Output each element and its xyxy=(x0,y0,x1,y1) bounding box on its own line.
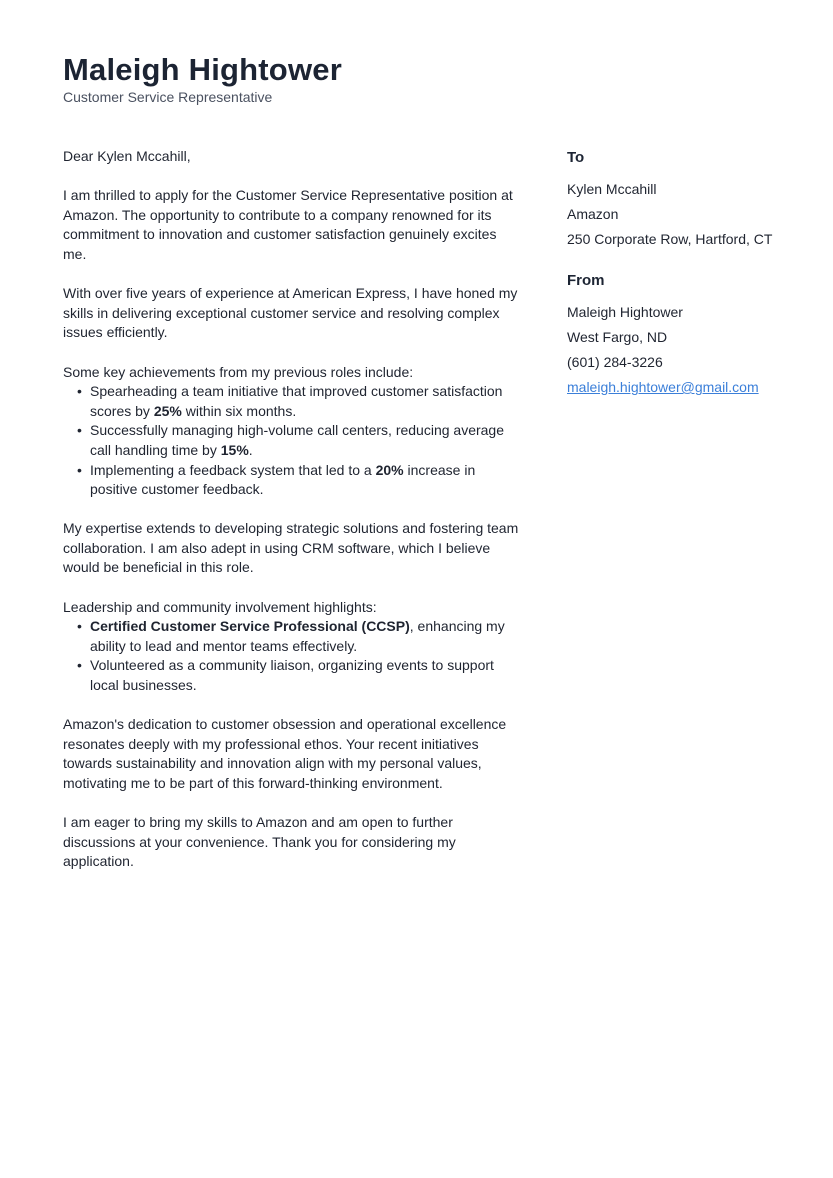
letter-header xyxy=(63,52,342,106)
leadership-intro: Leadership and community involvement highlights: xyxy=(63,598,377,615)
list-item: • Implementing a feedback system that led to a 20% increase in positive customer feedback. xyxy=(90,461,523,500)
recipient-name: Kylen Mccahill xyxy=(567,181,657,197)
sender-name: Maleigh Hightower xyxy=(567,304,683,320)
paragraph-company-fit: Amazon's dedication to customer obsession and operational excellence resonates deeply with my professional ethos. Your recent initiatives towards sustainability and innovation align with my personal values, motivating me to be part of this forward-thinking environment. xyxy=(63,716,507,791)
salutation: Dear Kylen Mccahill, xyxy=(63,148,191,164)
list-item: • Volunteered as a community liaison, organizing events to support local businesses. xyxy=(90,656,523,695)
recipient-company: Amazon xyxy=(567,206,619,222)
sender-block xyxy=(567,271,807,400)
sender-location: West Fargo, ND xyxy=(567,329,668,345)
recipient-address: 250 Corporate Row, Hartford, CT xyxy=(567,231,773,247)
paragraph-expertise: My expertise extends to developing strategic solutions and fostering team collaboration. I am also adept in using CRM software, which I believe would be beneficial in this role. xyxy=(63,520,519,576)
from-heading: From xyxy=(567,272,605,289)
applicant-role: Customer Service Representative xyxy=(63,89,273,105)
applicant-name: Maleigh Hightower xyxy=(63,52,342,87)
paragraph-intro: I am thrilled to apply for the Customer Service Representative position at Amazon. The opportunity to contribute to a company renowned for its commitment to innovation and customer satisfaction genuinely excites me. xyxy=(63,187,513,262)
achievements-intro: Some key achievements from my previous roles include: xyxy=(63,363,414,380)
sender-phone: (601) 284-3226 xyxy=(567,354,663,370)
achievements-list xyxy=(63,382,523,500)
sidebar-contacts xyxy=(567,148,807,400)
paragraph-closing: I am eager to bring my skills to Amazon and am open to further discussions at your convenience. Thank you for considering my application. xyxy=(63,814,456,870)
sender-email-link[interactable]: maleigh.hightower@gmail.com xyxy=(567,379,759,395)
to-heading: To xyxy=(567,149,585,166)
paragraph-experience: With over five years of experience at American Express, I have honed my skills in delivering exceptional customer service and resolving complex issues efficiently. xyxy=(63,285,518,341)
list-item: • Successfully managing high-volume call centers, reducing average call handling time by 15%. xyxy=(90,421,523,460)
recipient-block xyxy=(567,148,807,252)
list-item: • Spearheading a team initiative that improved customer satisfaction scores by 25% within six months. xyxy=(90,382,523,421)
letter-body xyxy=(63,147,523,892)
list-item: • Certified Customer Service Professional (CCSP), enhancing my ability to lead and mentor teams effectively. xyxy=(90,617,523,656)
leadership-list xyxy=(63,617,523,695)
